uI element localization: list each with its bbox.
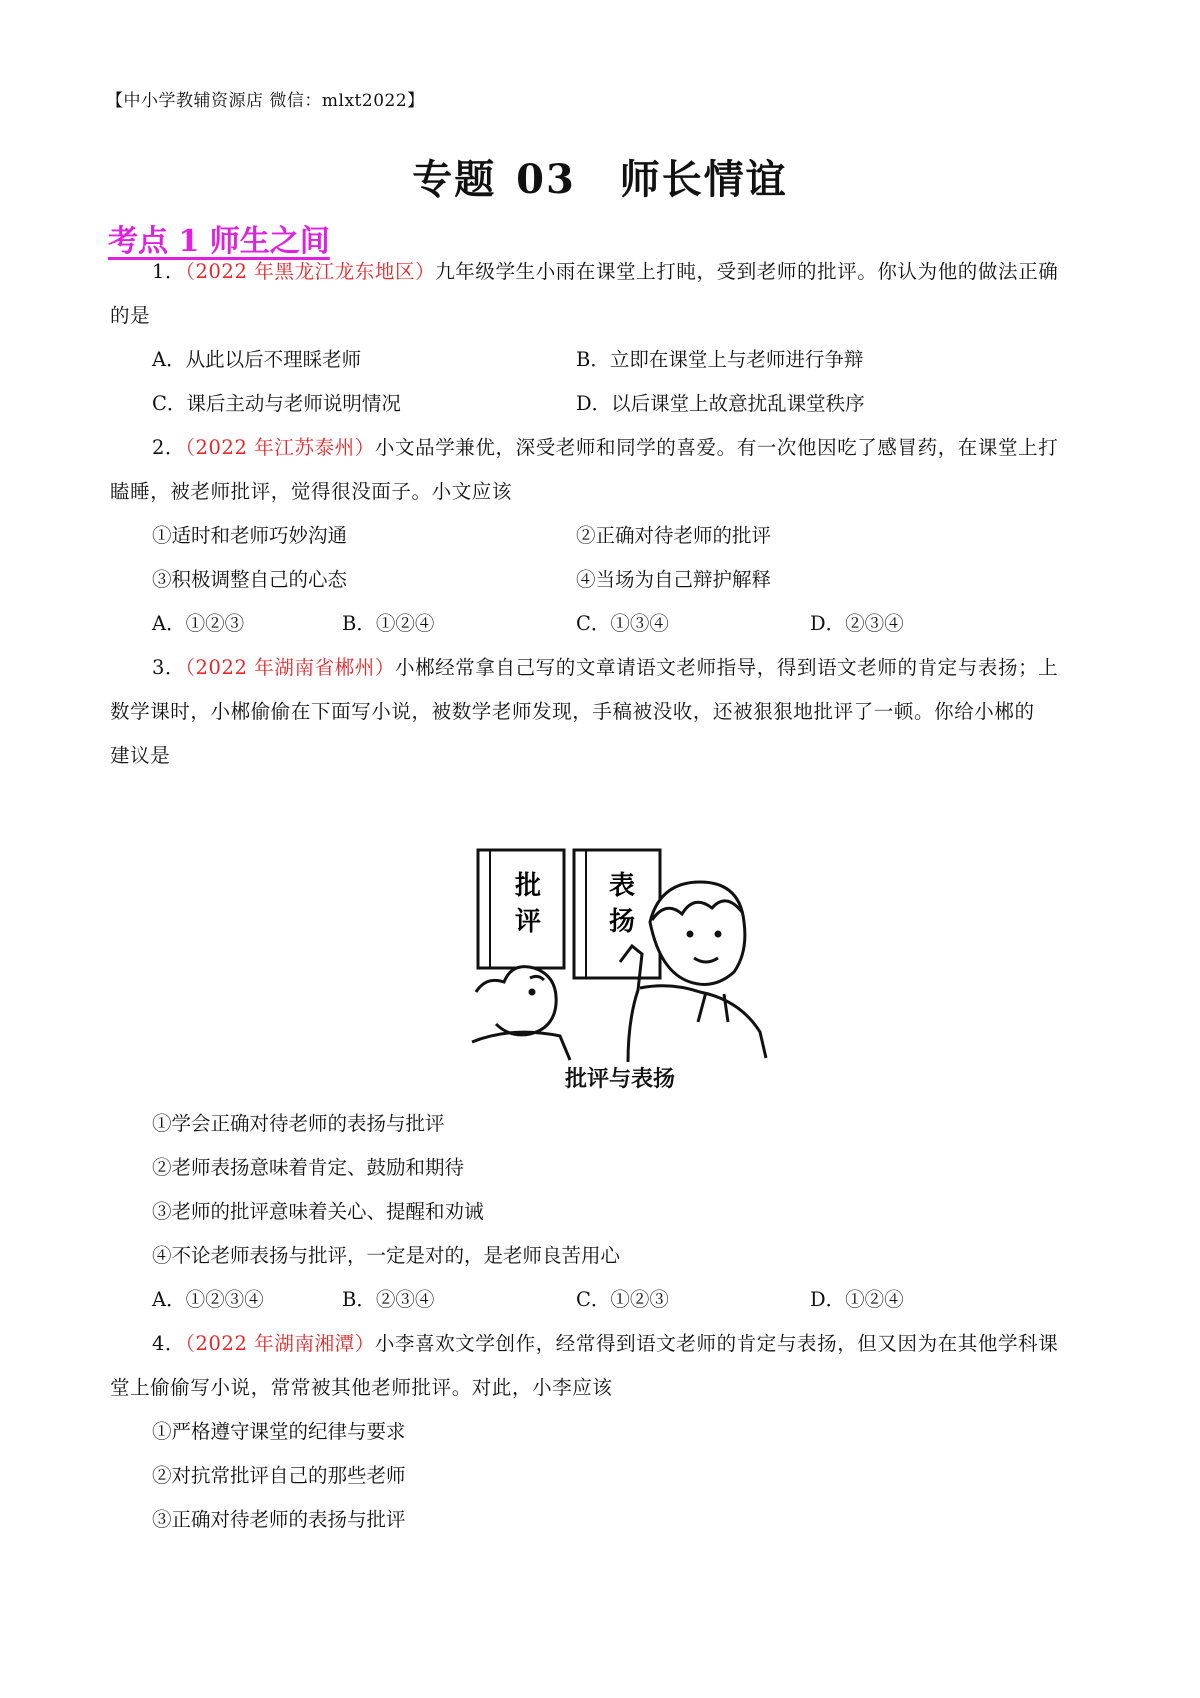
q2-number: 2． xyxy=(152,436,186,459)
book-praise xyxy=(574,850,660,978)
figure-caption: 批评与表扬 xyxy=(564,1066,675,1092)
q1-stem-a: 九年级学生小雨在课堂上打盹，受到老师的批评。你认为他的做法正确 xyxy=(435,260,1059,283)
title-number: 03 xyxy=(516,156,576,203)
header-note: 【中小学教辅资源店 微信：mlxt2022】 xyxy=(106,91,425,111)
praise-criticism-illustration xyxy=(470,842,770,1062)
q1-stem-line2: 的是 xyxy=(110,304,151,327)
q3-option-d: D．①②④ xyxy=(810,1288,904,1311)
q1-source: （2022 年黑龙江龙东地区） xyxy=(185,260,436,283)
book-left-char-2: 评 xyxy=(514,907,542,937)
q2-statement-2: ②正确对待老师的批评 xyxy=(576,524,772,547)
q4-stem-a: 小李喜欢文学创作，经常得到语文老师的肯定与表扬，但又因为在其他学科课 xyxy=(374,1332,1059,1355)
q2-statement-1: ①适时和老师巧妙沟通 xyxy=(152,524,348,547)
q1-number: 1． xyxy=(152,260,186,283)
book-left-char-1: 批 xyxy=(514,871,542,901)
q2-statement-4: ④当场为自己辩护解释 xyxy=(576,568,772,591)
q3-number: 3． xyxy=(152,656,186,679)
q2-option-c: C．①③④ xyxy=(576,612,669,635)
q2-stem-line1 xyxy=(152,432,1058,460)
q1-option-b: B．立即在课堂上与老师进行争辩 xyxy=(576,348,864,371)
page-title xyxy=(0,148,1200,205)
q3-statement-4: ④不论老师表扬与批评，一定是对的，是老师良苦用心 xyxy=(152,1244,621,1267)
q2-option-d: D．②③④ xyxy=(810,612,904,635)
q3-stem-line3: 建议是 xyxy=(110,744,171,767)
q4-source: （2022 年湖南湘潭） xyxy=(185,1332,375,1355)
q2-statement-3: ③积极调整自己的心态 xyxy=(152,568,348,591)
q3-source: （2022 年湖南省郴州） xyxy=(185,656,395,679)
book-right-char-2: 扬 xyxy=(608,907,636,937)
q2-stem-line2: 瞌睡，被老师批评，觉得很没面子。小文应该 xyxy=(110,480,513,503)
q3-stem-a: 小郴经常拿自己写的文章请语文老师指导，得到语文老师的肯定与表扬；上 xyxy=(394,656,1059,679)
q4-stem-line2: 堂上偷偷写小说，常常被其他老师批评。对此，小李应该 xyxy=(110,1376,613,1399)
q3-stem-line1 xyxy=(152,652,1058,680)
q4-statement-1: ①严格遵守课堂的纪律与要求 xyxy=(152,1420,406,1443)
q3-option-c: C．①②③ xyxy=(576,1288,669,1311)
q4-statement-3: ③正确对待老师的表扬与批评 xyxy=(152,1508,406,1531)
title-prefix: 专题 xyxy=(412,156,497,203)
book-criticism xyxy=(478,850,564,968)
q4-stem-line1 xyxy=(152,1328,1058,1356)
q2-option-b: B．①②④ xyxy=(342,612,435,635)
q4-statement-2: ②对抗常批评自己的那些老师 xyxy=(152,1464,406,1487)
q3-statement-2: ②老师表扬意味着肯定、鼓励和期待 xyxy=(152,1156,465,1179)
q3-stem-line2: 数学课时，小郴偷偷在下面写小说，被数学老师发现，手稿被没收，还被狠狠地批评了一顿。你给小郴的 xyxy=(110,700,1035,723)
q1-option-d: D．以后课堂上故意扰乱课堂秩序 xyxy=(576,392,865,415)
q4-number: 4． xyxy=(152,1332,186,1355)
q1-stem-line1 xyxy=(152,256,1058,284)
q2-option-a: A．①②③ xyxy=(152,612,245,635)
q3-statement-3: ③老师的批评意味着关心、提醒和劝诫 xyxy=(152,1200,484,1223)
student-figure xyxy=(472,967,570,1060)
title-name: 师长情谊 xyxy=(619,156,788,203)
q3-statement-1: ①学会正确对待老师的表扬与批评 xyxy=(152,1112,445,1135)
q2-source: （2022 年江苏泰州） xyxy=(185,436,375,459)
section-heading: 考点 1 师生之间 xyxy=(108,224,330,259)
q2-stem-a: 小文品学兼优，深受老师和同学的喜爱。有一次他因吃了感冒药，在课堂上打 xyxy=(374,436,1059,459)
q3-option-a: A．①②③④ xyxy=(152,1288,264,1311)
book-right-char-1: 表 xyxy=(608,871,636,901)
q1-option-a: A．从此以后不理睬老师 xyxy=(152,348,362,371)
q1-option-c: C．课后主动与老师说明情况 xyxy=(152,392,401,415)
q3-option-b: B．②③④ xyxy=(342,1288,435,1311)
